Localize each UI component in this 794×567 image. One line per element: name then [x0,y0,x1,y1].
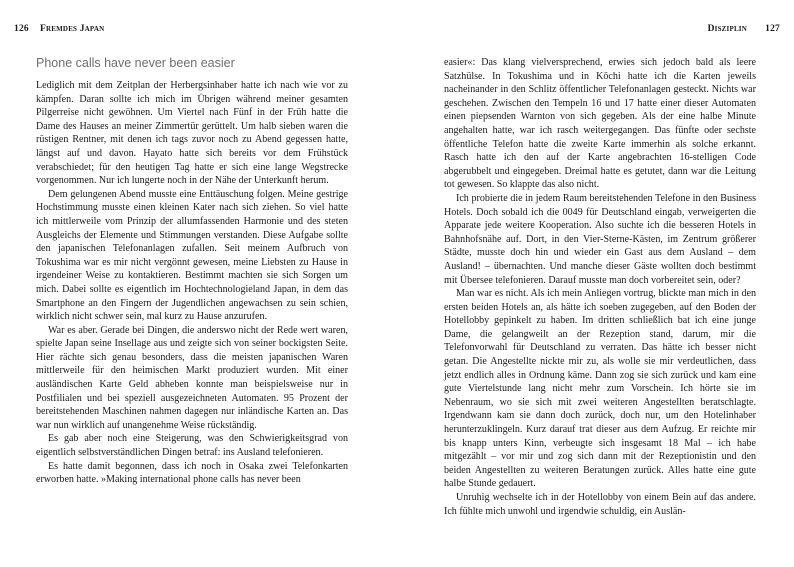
paragraph: Lediglich mit dem Zeitplan der Herbergsinhaber hatte ich nach wie vor zu kämpfen. Daran sollte ich mich im Übrigen während meiner gesamten Pilgerreise nicht gewöhnen. Um Viertel nach Fünf in der Früh hatte die Dame des Hauses an meiner Zimmertür gerüttelt. Um halb sieben waren die rüstigen Rentner, mit denen ich tags zuvor noch zu Abend gegessen hatte, längst auf und davon. Hayato hatte sich bereits vor dem Frühstück verabschiedet; für den heutigen Tag hatte er sich eine lange Wegstrecke vorgenommen. Nur ich lungerte noch in der Nähe der Unterkunft herum. [36,80,348,187]
running-head-left: Fremdes Japan [40,24,105,34]
left-page-body [36,56,348,487]
right-page-body [444,56,756,518]
page-number-left: 126 [14,24,29,34]
paragraph: Man war es nicht. Als ich mein Anliegen vortrug, blickte man mich in den ersten beiden Hotels an, als hätte ich soeben zugegeben, auf den Boden der Hotellobby gepinkelt zu haben. Im dritten schließlich bat ich eine junge Dame, die gelangweilt an der Rezeption stand, darum, mir die Telefonvorwahl für Deutschland zu verraten. Das hätte ich besser nicht getan. Die Angestellte nickte mir zu, als wolle sie mir verdeutlichen, dass jetzt endlich alles in Ordnung käme. Dann zog sie sich zurück und kam eine gute Viertelstunde lang nicht mehr zum Vorschein. Ich hörte sie im Nebenraum, wo sie sich mit zwei weiteren Angestellten beratschlagte. Irgendwann kam sie dann doch zurück, doch nur, um den Hotelinhaber herunterzuklingeln. Kurz darauf trat dieser aus dem Aufzug. Er reichte mir bis knapp unters Kinn, verbeugte sich insgesamt 18 Mal – ich habe mitgezählt – vor mir und zog sich dann mit der Rezeptionistin und den beiden Angestellten zu weiteren Beratungen zurück. Alles hatte eine gute halbe Stunde gedauert. [444,288,756,490]
paragraph: Dem gelungenen Abend musste eine Enttäuschung folgen. Meine gestrige Hochstimmung musste einen kleinen Kater nach sich ziehen. So viel hatte ich mittlerweile vom Prinzip der allumfassenden Harmonie und des steten Ausgleichs der Elemente und Stimmungen verstanden. Diese Aufgabe sollte den japanischen Telefonanlagen zufallen. Seit meinem Aufbruch von Tokushima war es mir nicht vergönnt gewesen, meine Liebsten zu Hause in irgendeiner Weise zu kontaktieren. Bestimmt machten sie sich Sorgen um mich. Dabei sollte es eigentlich im Hochtechnologieland Japan, in dem das Smartphone an den Fingern der Jugendlichen angewachsen zu sein schien, wirklich nicht schwer sein, mal kurz zu Hause anzurufen. [36,188,348,323]
paragraph: War es aber. Gerade bei Dingen, die anderswo nicht der Rede wert waren, spielte Japan seine Insellage aus und zeigte sich von seiner bockigsten Seite. Hier rächte sich genau besonders, dass die meisten japanischen Waren mittlerweile für den heimischen Markt produziert wurden. Mit einer ausländischen Karte Geld abheben konnte man beispielsweise nur in Postfilialen und bei speziell ausgezeichneten Automaten. 95 Prozent der bereitstehenden Maschinen nahmen dagegen nur inländische Karten an. Das war nun wirklich auf unangenehme Weise rückständig. [36,324,348,431]
section-title: Phone calls have never been easier [36,56,235,70]
running-head-right: Disziplin [707,24,747,34]
paragraph: easier«: Das klang vielversprechend, erwies sich jedoch bald als leere Satzhülse. In Tokushima und in Kōchi hatte ich die Karten jeweils nacheinander in den Schlitz öffentlicher Telefonanlagen gesteckt. Nichts war geschehen. Zwischen den Tempeln 16 und 17 hatte einer dieser Automaten einen piepsenden Warnton von sich gegeben. Als der eine halbe Minute angehalten hatte, war ich rasch weitergegangen. Das fünfte oder sechste öffentliche Telefon hatte die zweite Karte immerhin als solche erkannt. Rasch hatte ich den auf der Karte angebrachten 16-stelligen Code abgerubbelt und eingegeben. Dreimal hatte es getutet, dann war die Leitung tot gewesen. So klappte das also nicht. [444,57,756,191]
paragraph: Ich probierte die in jedem Raum bereitstehenden Telefone in den Business Hotels. Doch sobald ich die 0049 für Deutschland eingab, verweigerten die Apparate jede weitere Kooperation. Also suchte ich die besseren Hotels in Bahnhofsnähe auf. Dort, in den Vier-Sterne-Kästen, im Zentrum größerer Städte, musste doch hin und wieder ein Gast aus dem Ausland – dem Ausland! – übernachten. Und manche dieser Gäste wollten doch bestimmt mit Übersee telefonieren. Darauf musste man doch vorbereitet sein, oder? [444,192,756,286]
paragraph: Es hatte damit begonnen, dass ich noch in Osaka zwei Telefonkarten erworben hatte. »Making international phone calls has never been [36,460,348,486]
page-number-right: 127 [765,24,780,34]
right-page [397,0,794,567]
paragraph: Unruhig wechselte ich in der Hotellobby von einem Bein auf das andere. Ich fühlte mich unwohl und irgendwie schuldig, ein Auslän- [444,492,756,517]
paragraph: Es gab aber noch eine Steigerung, was den Schwierigkeitsgrad von eigentlich selbstverständlichen Dingen betraf: ins Ausland telefonieren. [36,433,348,459]
